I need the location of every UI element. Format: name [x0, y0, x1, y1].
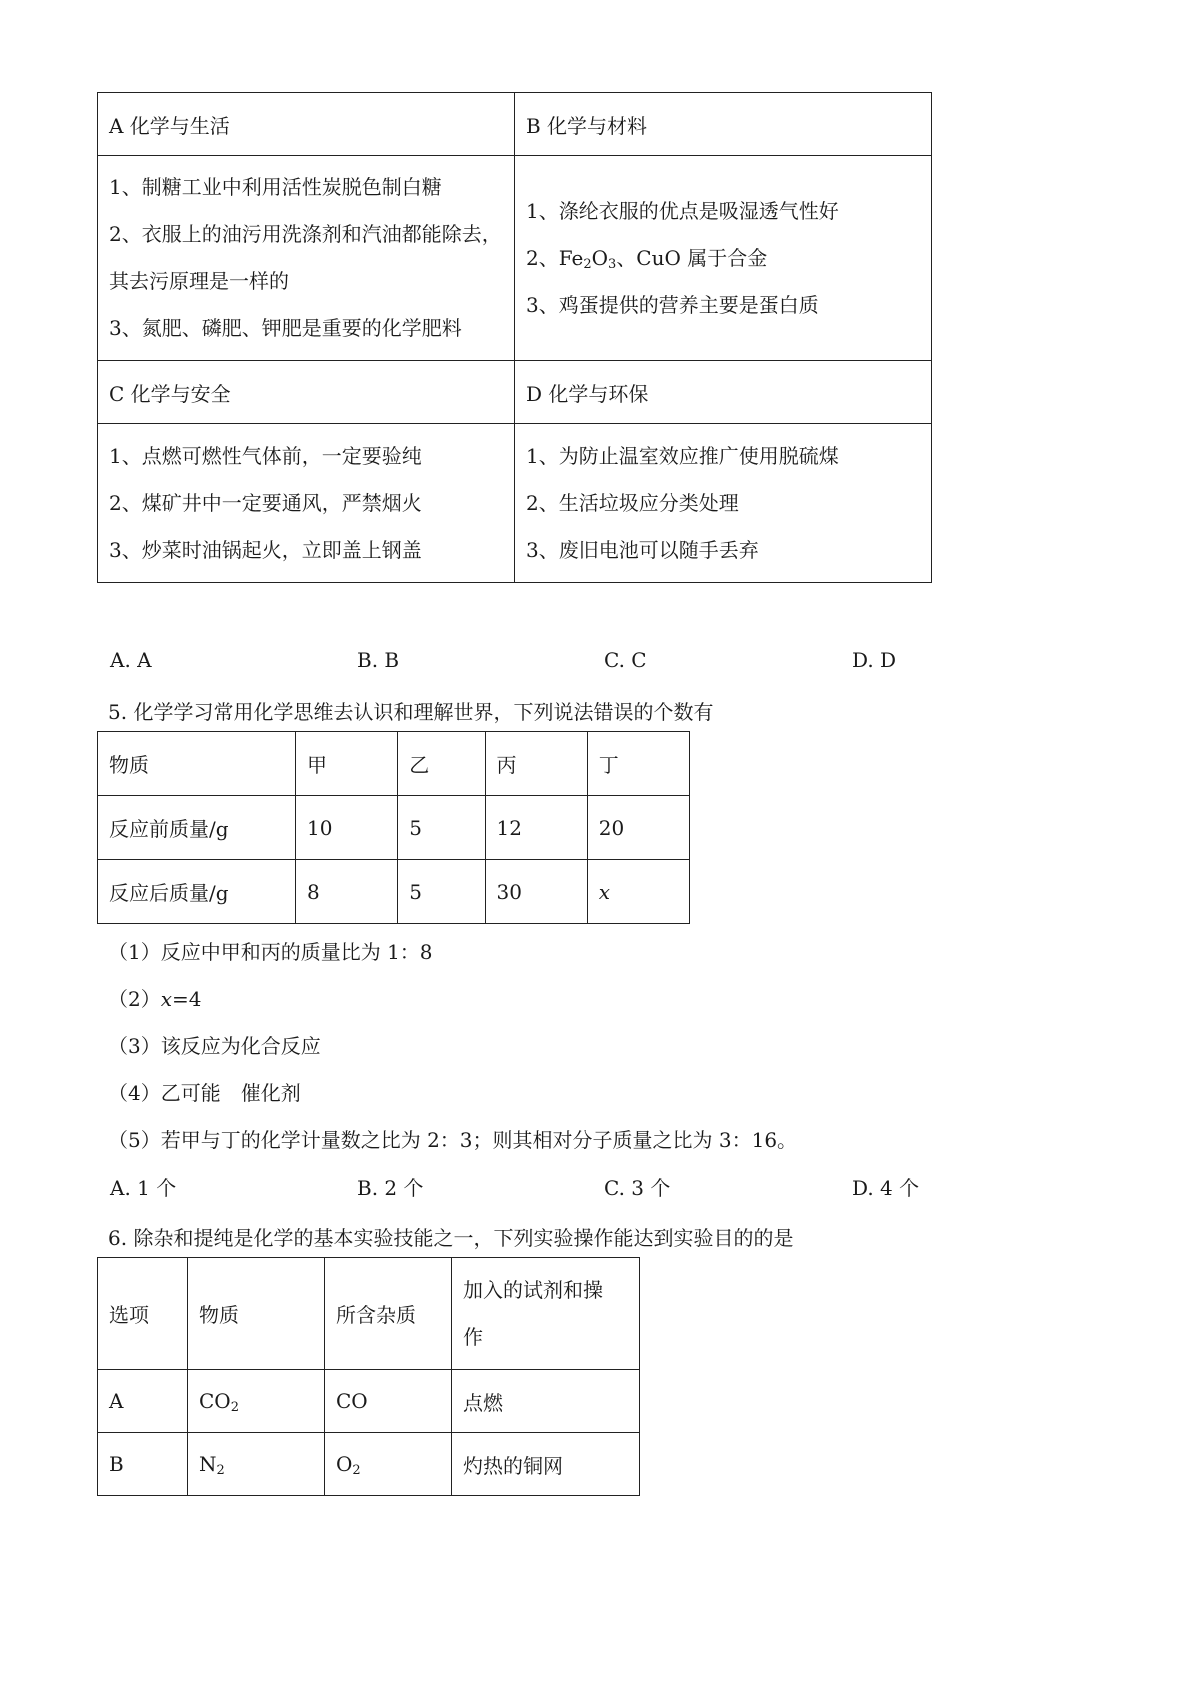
b-line-2-sub1: 2	[583, 256, 592, 272]
a-line-2: 2、衣服上的油污用洗涤剂和汽油都能除去，	[109, 222, 502, 246]
t3-a-substance-sub: 2	[230, 1400, 239, 1415]
t2-h3: 丙	[485, 732, 587, 796]
t3-a-op: 点燃	[452, 1370, 640, 1433]
q4-option-b: B. B	[357, 648, 400, 672]
cell-c-title-text: C 化学与安全	[109, 381, 231, 406]
t3-b-opt: B	[98, 1433, 188, 1496]
cell-a-title	[98, 93, 515, 156]
t3-a-substance	[188, 1370, 325, 1433]
q5-statement-2-var: x	[160, 987, 173, 1011]
t3-b-substance-sub: 2	[216, 1463, 225, 1478]
q5-statement-2-post: =4	[172, 987, 202, 1011]
q5-statement-4: （4）乙可能 催化剂	[108, 1081, 301, 1105]
q5-statement-2	[108, 983, 202, 1012]
b-line-1: 1、涤纶衣服的优点是吸湿透气性好	[526, 198, 839, 223]
table-row	[98, 796, 690, 860]
b-line-2	[526, 235, 931, 282]
q5-stem: 5. 化学学习常用化学思维去认识和理解世界，下列说法错误的个数有	[108, 700, 714, 724]
q4-option-d: D. D	[852, 648, 897, 672]
q5-statement-1: （1）反应中甲和丙的质量比为 1：8	[108, 940, 433, 964]
t3-a-substance-main: CO	[199, 1389, 231, 1413]
q5-option-c: C. 3 个	[604, 1176, 671, 1200]
b-line-2-sub2: 3	[608, 256, 617, 272]
t2-h0: 物质	[98, 732, 296, 796]
cell-b-body	[515, 156, 932, 361]
t3-b-substance-main: N	[199, 1452, 217, 1476]
t3-a-opt: A	[98, 1370, 188, 1433]
t3-h3-line1: 加入的试剂和操	[463, 1277, 603, 1302]
cell-c-body	[98, 424, 515, 583]
t3-b-impurity	[325, 1433, 452, 1496]
cell-a-title-text: A 化学与生活	[109, 113, 230, 138]
t2-r2c0: 反应后质量/g	[98, 860, 296, 924]
t2-r1c3: 12	[485, 796, 587, 860]
q6-stem: 6. 除杂和提纯是化学的基本实验技能之一，下列实验操作能达到实验目的的是	[108, 1226, 794, 1250]
cell-c-title	[98, 361, 515, 424]
table-chemistry-topics	[97, 92, 932, 583]
t3-h3	[452, 1258, 640, 1370]
t3-a-impurity: CO	[325, 1370, 452, 1433]
b-line-3: 3、鸡蛋提供的营养主要是蛋白质	[526, 292, 819, 317]
a-line-1: 1、制糖工业中利用活性炭脱色制白糖	[109, 175, 442, 199]
t3-h3-line2: 作	[463, 1324, 483, 1349]
q5-statement-2-pre: （2）	[108, 987, 161, 1011]
t3-h2: 所含杂质	[325, 1258, 452, 1370]
q5-option-d: D. 4 个	[852, 1176, 920, 1200]
q5-option-a: A. 1 个	[110, 1176, 177, 1200]
q4-option-a: A. A	[110, 648, 152, 672]
t3-b-substance	[188, 1433, 325, 1496]
t2-r2c1: 8	[296, 860, 398, 924]
table-row	[98, 1258, 640, 1370]
t2-r2c2: 5	[398, 860, 485, 924]
c-line-1: 1、点燃可燃性气体前，一定要验纯	[109, 443, 422, 468]
cell-a-body	[98, 156, 515, 361]
t2-r2c4: x	[587, 860, 689, 924]
d-line-1: 1、为防止温室效应推广使用脱硫煤	[526, 443, 839, 468]
cell-d-title	[515, 361, 932, 424]
t2-h2: 乙	[398, 732, 485, 796]
t2-h4: 丁	[587, 732, 689, 796]
cell-d-title-text: D 化学与环保	[526, 381, 649, 406]
a-line-3: 其去污原理是一样的	[109, 269, 289, 293]
q5-option-b: B. 2 个	[357, 1176, 424, 1200]
table-row	[98, 1433, 640, 1496]
c-line-3: 3、炒菜时油锅起火，立即盖上钢盖	[109, 537, 422, 562]
table-purification	[97, 1257, 640, 1496]
t2-r1c0: 反应前质量/g	[98, 796, 296, 860]
table-row	[98, 860, 690, 924]
t2-r1c2: 5	[398, 796, 485, 860]
t2-r2c3: 30	[485, 860, 587, 924]
q5-statement-5: （5）若甲与丁的化学计量数之比为 2：3；则其相对分子质量之比为 3：16。	[108, 1128, 798, 1152]
b-line-2-pre: 2、Fe	[526, 245, 584, 270]
t3-h0: 选项	[98, 1258, 188, 1370]
b-line-2-post: 、CuO 属于合金	[616, 245, 768, 270]
table-reaction-mass	[97, 731, 690, 924]
cell-b-title	[515, 93, 932, 156]
d-line-2: 2、生活垃圾应分类处理	[526, 490, 739, 515]
table-row	[98, 732, 690, 796]
d-line-3: 3、废旧电池可以随手丢弃	[526, 537, 759, 562]
t3-b-impurity-main: O	[336, 1452, 353, 1476]
t3-b-op: 灼热的铜网	[452, 1433, 640, 1496]
b-line-2-mid: O	[591, 245, 609, 270]
t2-r1c4: 20	[587, 796, 689, 860]
t3-h1: 物质	[188, 1258, 325, 1370]
table-row	[98, 1370, 640, 1433]
c-line-2: 2、煤矿井中一定要通风，严禁烟火	[109, 490, 422, 515]
t2-r1c1: 10	[296, 796, 398, 860]
t2-h1: 甲	[296, 732, 398, 796]
cell-b-title-text: B 化学与材料	[526, 113, 648, 138]
q4-option-c: C. C	[604, 648, 647, 672]
t3-b-impurity-sub: 2	[352, 1463, 361, 1478]
cell-d-body	[515, 424, 932, 583]
q5-statement-3: （3）该反应为化合反应	[108, 1034, 321, 1058]
a-line-4: 3、氮肥、磷肥、钾肥是重要的化学肥料	[109, 316, 462, 340]
